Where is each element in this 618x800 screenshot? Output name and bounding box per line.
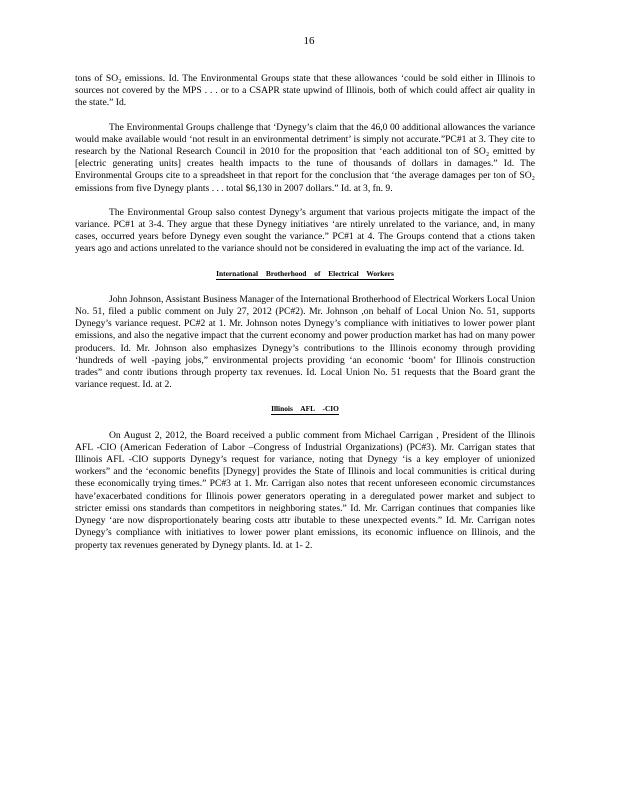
document-body	[75, 73, 535, 564]
page-number: 16	[303, 35, 315, 47]
paragraph-1: tons of SO₂ emissions. Id. The Environmental Groups state that these allowances ‘could be sold either in Illinois to sources not covered by the MPS . . . or to a CSAPR state upwind of Illinois, both of which could affect air quality in the state.” Id.	[75, 73, 535, 109]
section-heading-afl-cio-text: Illinois AFL -CIO	[271, 404, 339, 414]
paragraph-4: John Johnson, Assistant Business Manager of the International Brotherhood of Electrical Workers Local Union No. 51, filed a public comment on July 27, 2012 (PC#2). Mr. Johnson ,on behalf of Local Union No. 51, supports Dynegy’s variance request. PC#2 at 1. Mr. Johnson notes Dynegy’s compliance with initiatives to lower power plant emissions, and also the negative impact that the current economy and power production market has had on many power producers. Id. Mr. Johnson also emphasizes Dynegy’s contributions to the Illinois economy through providing ‘hundreds of well -paying jobs,” environmental projects providing ‘an economic ‘boom’ for Illinois construction trades” and contr ibutions through property tax revenues. Id. Local Union No. 51 requests that the Board grant the variance request. Id. at 2.	[75, 293, 535, 391]
section-heading-ibew	[75, 268, 535, 280]
paragraph-5: On August 2, 2012, the Board received a public comment from Michael Carrigan , President of the Illinois AFL -CIO (American Federation of Labor –Congress of Industrial Organizations) (PC#3). Mr. Carrigan states that Illinois AFL -CIO supports Dynegy’s request for variance, noting that Dynegy ‘is a key employer of unionized workers” and the ‘economic benefits [Dynegy] provides the State of Illinois and local communities is critical during these economically trying times.” PC#3 at 1. Mr. Carrigan also notes that recent unforeseen economic circumstances have’exacerbated conditions for Illinois power generators operating in a deregulated power market and subject to stricter emissi ons standards than competitors in neighboring states.” Id. Mr. Carrigan continues that companies like Dynegy ‘are now disproportionately bearing costs attr ibutable to these unexpected events.” Id. Mr. Carrigan notes Dynegy’s compliance with initiatives to lower power plant emissions, its economic influence on Illinois, and the property tax revenues generated by Dynegy plants. Id. at 1- 2.	[75, 429, 535, 551]
paragraph-2: The Environmental Groups challenge that ‘Dynegy’s claim that the 46,0 00 additional allowances the variance would make available would ‘not result in an environmental detriment’ is simply not accurate.”PC#1 at 3. They cite to research by the National Research Council in 2010 for the proposition that ‘each additional ton of SO₂ emitted by [electric generating units] creates health impacts to the tune of thousands of dollars in damages.” Id. The Environmental Groups cite to a spreadsheet in that report for the conclusion that ‘the average damages per ton of SO₂ emissions from five Dynegy plants . . . total $6,130 in 2007 dollars.” Id. at 3, fn. 9.	[75, 121, 535, 194]
section-heading-ibew-text: International Brotherhood of Electrical Workers	[216, 268, 394, 278]
paragraph-3: The Environmental Group salso contest Dynegy’s argument that various projects mitigate the impact of the variance. PC#1 at 3-4. They argue that these Dynegy initiatives ‘are ntirely unrelated to the variance, and, in many cases, occurred years before Dynegy even sought the variance.” PC#1 at 4. The Groups contend that a ctions taken years ago and actions unrelated to the variance should not be considered in evaluating the imp act of the variance. Id.	[75, 206, 535, 255]
section-heading-afl-cio	[75, 403, 535, 415]
